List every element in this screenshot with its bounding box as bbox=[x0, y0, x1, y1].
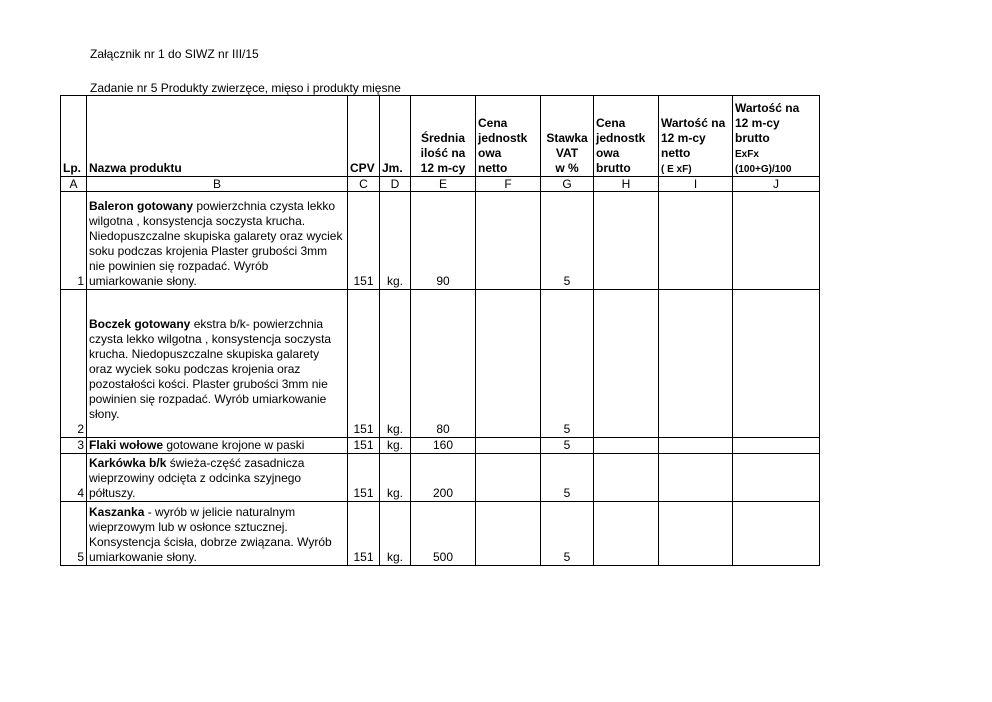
col-header-lp: Lp. bbox=[61, 96, 87, 177]
column-letter: H bbox=[594, 177, 659, 192]
value-net-cell bbox=[659, 454, 733, 502]
vat-line: Stawka bbox=[546, 131, 588, 145]
column-letter: F bbox=[476, 177, 541, 192]
product-description bbox=[87, 192, 348, 290]
table-row bbox=[61, 454, 820, 502]
column-letter: A bbox=[61, 177, 87, 192]
qty-cell: 80 bbox=[411, 290, 476, 438]
product-name: Kaszanka bbox=[89, 505, 145, 519]
cpv-cell: 151 bbox=[348, 438, 380, 454]
col-header-vat bbox=[541, 96, 594, 177]
vat-cell: 5 bbox=[541, 438, 594, 454]
column-letter: D bbox=[380, 177, 411, 192]
row-number: 3 bbox=[61, 438, 87, 454]
product-details: - wyrób w jelicie naturalnym wieprzowym lub w osłonce sztucznej. Konsystencja ścisła, dobrze związana. Wyrób umiarkowanie słony. bbox=[89, 505, 332, 564]
unit-net-line: Cena bbox=[478, 116, 508, 130]
value-net-cell bbox=[659, 290, 733, 438]
col-header-value-net bbox=[659, 96, 733, 177]
avg-qty-line: Średnia bbox=[420, 131, 465, 145]
cpv-cell: 151 bbox=[348, 502, 380, 566]
product-name: Flaki wołowe bbox=[89, 438, 164, 452]
product-name: Boczek gotowany bbox=[89, 317, 191, 331]
col-header-unit-net bbox=[476, 96, 541, 177]
table-row bbox=[61, 192, 820, 290]
product-details: gotowane krojone w paski bbox=[163, 438, 305, 452]
value-gross-formula: ExFx bbox=[735, 149, 759, 160]
unit-gross-line: jednostk bbox=[596, 131, 646, 145]
row-number: 5 bbox=[61, 502, 87, 566]
col-header-value-gross bbox=[733, 96, 820, 177]
vat-line: w % bbox=[555, 161, 579, 175]
cpv-cell: 151 bbox=[348, 290, 380, 438]
value-gross-cell bbox=[733, 502, 820, 566]
vat-cell: 5 bbox=[541, 192, 594, 290]
unit-gross-line: owa bbox=[596, 146, 620, 160]
table-row bbox=[61, 438, 820, 454]
column-letters-row bbox=[61, 177, 820, 192]
column-letter: J bbox=[733, 177, 820, 192]
value-gross-formula: (100+G)/100 bbox=[735, 164, 792, 175]
product-description bbox=[87, 454, 348, 502]
product-description bbox=[87, 502, 348, 566]
column-letter: G bbox=[541, 177, 594, 192]
product-name: Baleron gotowany bbox=[89, 199, 194, 213]
column-letter: I bbox=[659, 177, 733, 192]
value-gross-line: brutto bbox=[735, 131, 770, 145]
table-row bbox=[61, 502, 820, 566]
product-details: ekstra b/k- powierzchnia czysta lekko wilgotna , konsystencja soczysta krucha. Niedopuszczalne skupiska galarety oraz wyciek soku podczas krojenia oraz pozostałości kości. Plaster grubości 3mm nie powinien się rozpadać. Wyrób umiarkowanie słony. bbox=[89, 317, 332, 421]
value-net-cell bbox=[659, 438, 733, 454]
qty-cell: 200 bbox=[411, 454, 476, 502]
value-net-cell bbox=[659, 502, 733, 566]
unit-net-line: netto bbox=[478, 161, 508, 175]
unit-net-cell bbox=[476, 290, 541, 438]
value-net-cell bbox=[659, 192, 733, 290]
value-net-line: Wartość na bbox=[661, 116, 726, 130]
unit-gross-cell bbox=[594, 502, 659, 566]
unit-gross-cell bbox=[594, 438, 659, 454]
unit-cell: kg. bbox=[380, 192, 411, 290]
avg-qty-line: ilość na bbox=[420, 146, 466, 160]
product-name: Karkówka b/k bbox=[89, 456, 167, 470]
value-gross-cell bbox=[733, 454, 820, 502]
column-letter: E bbox=[411, 177, 476, 192]
col-header-unit-gross bbox=[594, 96, 659, 177]
avg-qty-line: 12 m-cy bbox=[420, 161, 466, 175]
cpv-cell: 151 bbox=[348, 192, 380, 290]
unit-cell: kg. bbox=[380, 438, 411, 454]
unit-gross-cell bbox=[594, 454, 659, 502]
unit-net-cell bbox=[476, 192, 541, 290]
product-details: świeża-część zasadnicza wieprzowiny odcięta z odcinka szyjnego półtuszy. bbox=[89, 456, 305, 500]
value-net-line: 12 m-cy bbox=[661, 131, 706, 145]
value-gross-cell bbox=[733, 438, 820, 454]
column-letter: B bbox=[87, 177, 348, 192]
row-number: 1 bbox=[61, 192, 87, 290]
unit-net-cell bbox=[476, 438, 541, 454]
unit-gross-line: Cena bbox=[596, 116, 626, 130]
unit-net-line: jednostk bbox=[478, 131, 528, 145]
qty-cell: 500 bbox=[411, 502, 476, 566]
value-net-line: netto bbox=[661, 146, 691, 160]
vat-cell: 5 bbox=[541, 290, 594, 438]
product-details: powierzchnia czysta lekko wilgotna , konsystencja soczysta krucha. Niedopuszczalne skupiska galarety oraz wyciek soku podczas krojenia Plaster grubości 3mm nie powinien się rozpadać. Wyrób umiarkowanie słony. bbox=[89, 199, 343, 288]
col-header-cpv: CPV bbox=[348, 96, 380, 177]
value-gross-line: 12 m-cy bbox=[735, 116, 780, 130]
col-header-avg-qty bbox=[411, 96, 476, 177]
unit-cell: kg. bbox=[380, 502, 411, 566]
products-table bbox=[60, 95, 820, 566]
attachment-reference: Załącznik nr 1 do SIWZ nr III/15 bbox=[90, 47, 259, 61]
value-gross-line: Wartość na bbox=[735, 101, 800, 115]
unit-gross-cell bbox=[594, 192, 659, 290]
col-header-unit: Jm. bbox=[380, 96, 411, 177]
product-description bbox=[87, 438, 348, 454]
unit-cell: kg. bbox=[380, 290, 411, 438]
cpv-cell: 151 bbox=[348, 454, 380, 502]
unit-cell: kg. bbox=[380, 454, 411, 502]
vat-cell: 5 bbox=[541, 502, 594, 566]
vat-line: VAT bbox=[555, 146, 579, 160]
value-gross-cell bbox=[733, 192, 820, 290]
qty-cell: 90 bbox=[411, 192, 476, 290]
product-description bbox=[87, 290, 348, 438]
value-net-formula: ( E xF) bbox=[661, 164, 692, 175]
unit-net-cell bbox=[476, 454, 541, 502]
row-number: 4 bbox=[61, 454, 87, 502]
row-number: 2 bbox=[61, 290, 87, 438]
unit-net-line: owa bbox=[478, 146, 502, 160]
unit-gross-line: brutto bbox=[596, 161, 631, 175]
column-letter: C bbox=[348, 177, 380, 192]
table-row bbox=[61, 290, 820, 438]
unit-gross-cell bbox=[594, 290, 659, 438]
task-title: Zadanie nr 5 Produkty zwierzęce, mięso i produkty mięsne bbox=[90, 81, 401, 95]
header-row bbox=[61, 96, 820, 177]
unit-net-cell bbox=[476, 502, 541, 566]
vat-cell: 5 bbox=[541, 454, 594, 502]
col-header-name: Nazwa produktu bbox=[87, 96, 348, 177]
qty-cell: 160 bbox=[411, 438, 476, 454]
value-gross-cell bbox=[733, 290, 820, 438]
